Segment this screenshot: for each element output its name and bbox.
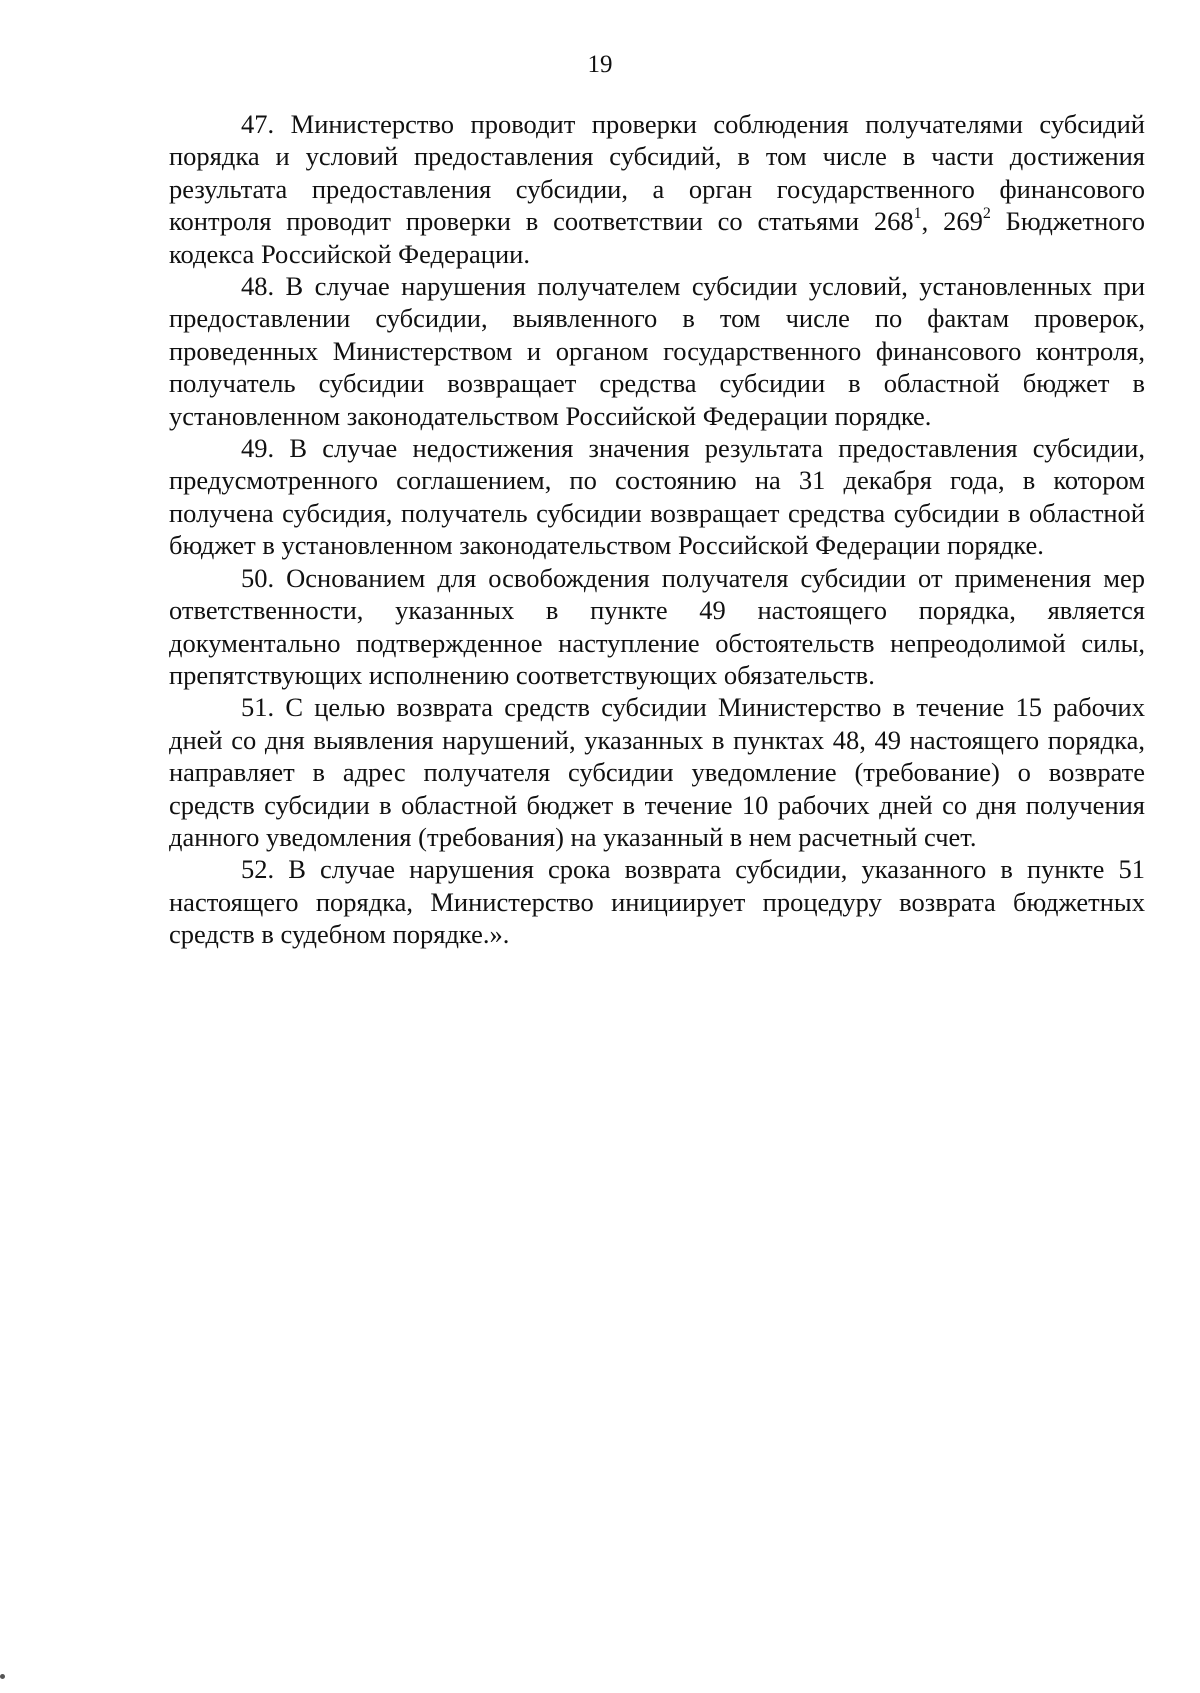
footnote-superscript-2: 2 <box>982 205 991 223</box>
footnote-superscript-1: 1 <box>913 205 922 223</box>
paragraph-51: 51. С целью возврата средств субсидии Министерство в течение 15 рабочих дней со дня выявления нарушений, указанных в пунктах 48, 49 настоящего порядка, направляет в адрес получателя субсидии уведомление (требование) о возврате средств субсидии в областной бюджет в течение 10 рабочих дней со дня получения данного уведомления (требования) на указанный в нем расчетный счет. <box>169 692 1145 852</box>
page-number: 19 <box>587 51 613 78</box>
paragraph-47-text-end: Бюджетного кодекса Российской Федерации. <box>169 206 1145 269</box>
paragraph-47-text-mid: , 269 <box>921 206 983 237</box>
paragraph-52: 52. В случае нарушения срока возврата субсидии, указанного в пункте 51 настоящего порядка, Министерство инициирует процедуру возврата бюджетных средств в судебном порядке.». <box>169 854 1145 950</box>
document-body <box>169 108 1145 951</box>
paragraph-48: 48. В случае нарушения получателем субсидии условий, установленных при предоставлении субсидии, выявленного в том числе по фактам проверок, проведенных Министерством и органом государственного финансового контроля, получатель субсидии возвращает средства субсидии в областной бюджет в установленном законодательством Российской Федерации порядке. <box>169 271 1145 431</box>
paragraph-47-text-start: 47. Министерство проводит проверки соблюдения получателями субсидий порядка и условий предоставления субсидий, в том числе в части достижения результата предоставления субсидии, а орган государственного финансового контроля проводит проверки в соответствии со статьями 268 <box>169 109 1145 237</box>
paragraph-47 <box>169 108 1145 270</box>
scan-artifact-dot <box>0 1674 5 1679</box>
paragraph-49: 49. В случае недостижения значения результата предоставления субсидии, предусмотренного соглашением, по состоянию на 31 декабря года, в котором получена субсидия, получатель субсидии возвращает средства субсидии в областной бюджет в установленном законодательством Российской Федерации порядке. <box>169 433 1145 561</box>
paragraph-50: 50. Основанием для освобождения получателя субсидии от применения мер ответственности, указанных в пункте 49 настоящего порядка, является документально подтвержденное наступление обстоятельств непреодолимой силы, препятствующих исполнению соответствующих обязательств. <box>169 562 1145 690</box>
